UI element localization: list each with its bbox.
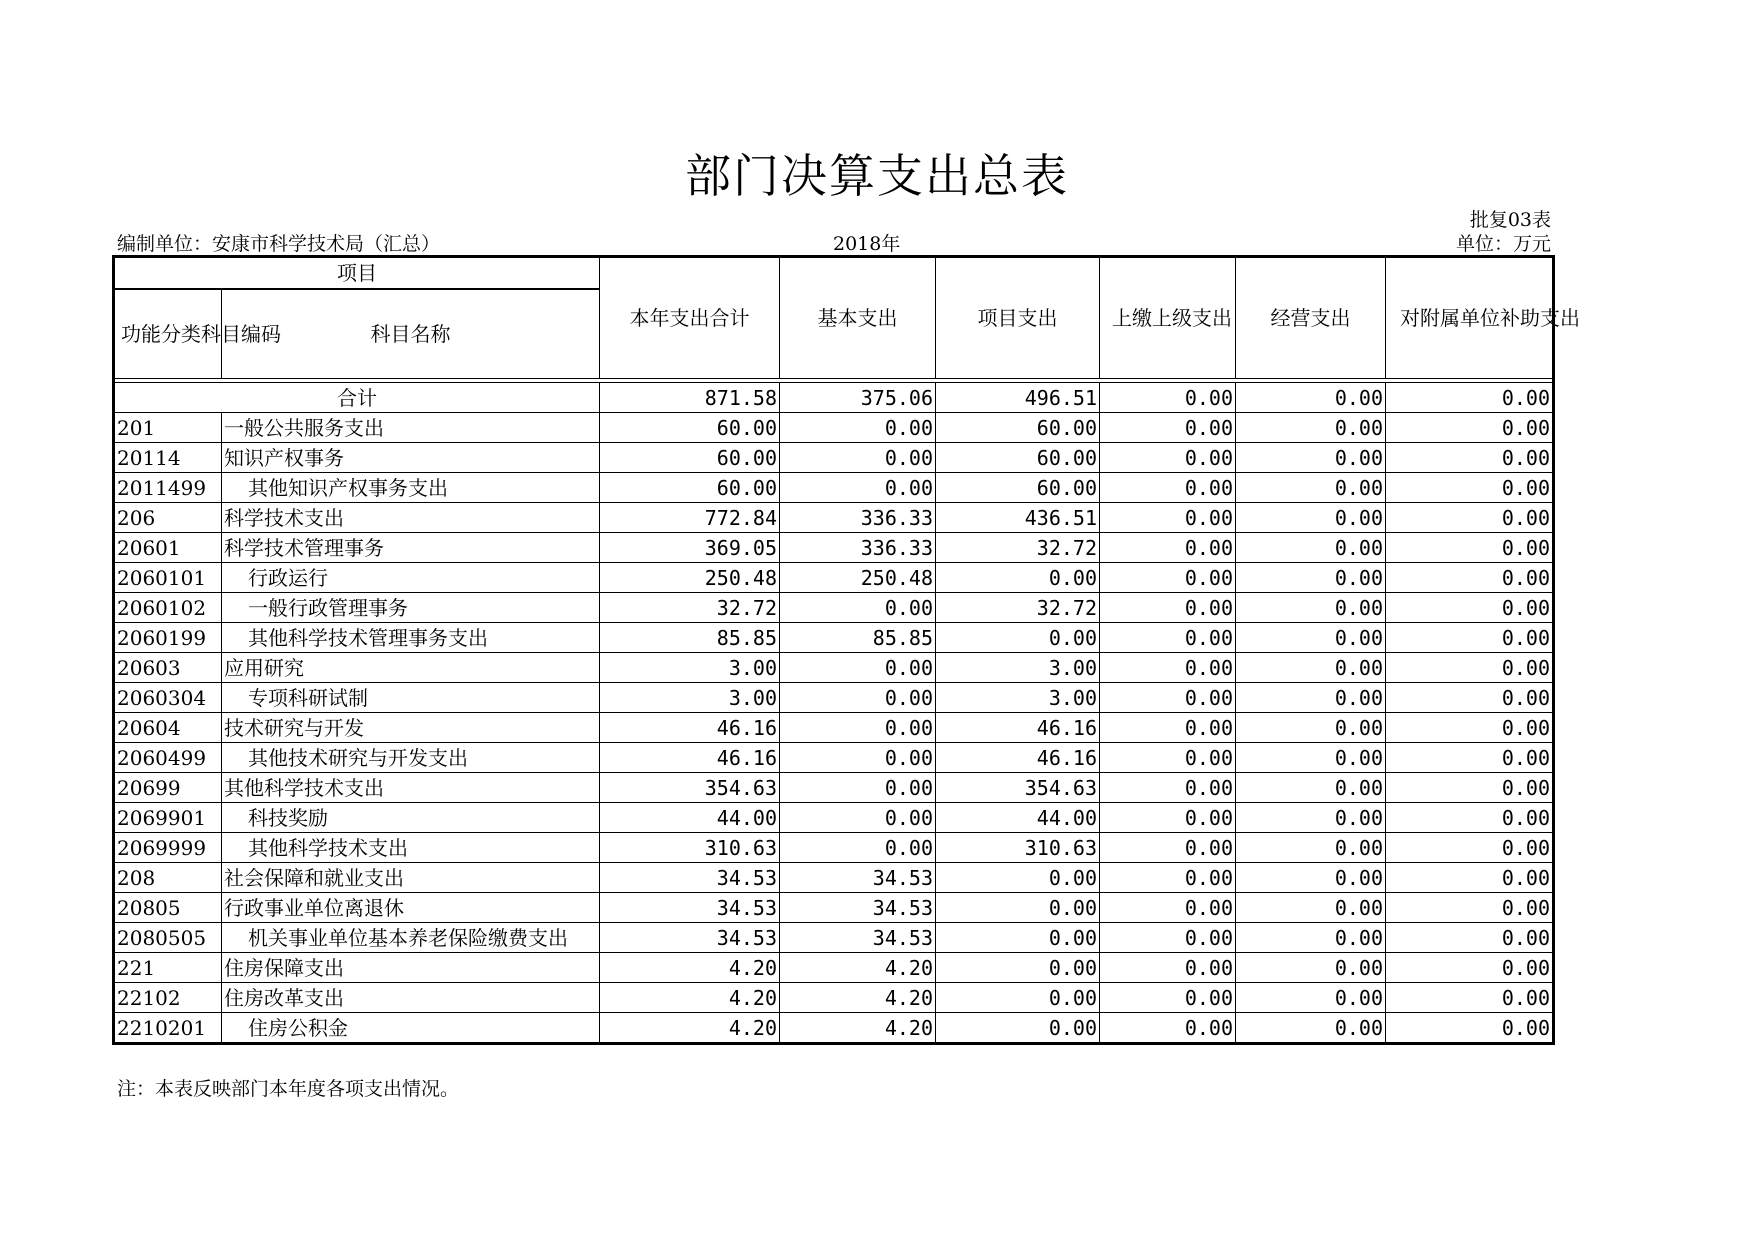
row-subsidy: 0.00 xyxy=(1386,893,1554,923)
form-number: 批复03表 xyxy=(1469,209,1551,231)
row-subsidy: 0.00 xyxy=(1386,803,1554,833)
table-row xyxy=(114,713,1554,743)
fiscal-year: 2018年 xyxy=(833,233,901,255)
row-business: 0.00 xyxy=(1236,863,1386,893)
row-business: 0.00 xyxy=(1236,503,1386,533)
row-basic: 4.20 xyxy=(780,983,936,1013)
row-subsidy: 0.00 xyxy=(1386,863,1554,893)
row-name: 科学技术管理事务 xyxy=(222,533,600,563)
row-subsidy: 0.00 xyxy=(1386,683,1554,713)
row-basic: 34.53 xyxy=(780,893,936,923)
row-code: 2210201 xyxy=(114,1013,222,1044)
row-business: 0.00 xyxy=(1236,773,1386,803)
summary-project: 496.51 xyxy=(936,383,1100,413)
row-basic: 0.00 xyxy=(780,803,936,833)
row-upper: 0.00 xyxy=(1100,653,1236,683)
row-upper: 0.00 xyxy=(1100,443,1236,473)
row-project: 0.00 xyxy=(936,893,1100,923)
row-business: 0.00 xyxy=(1236,803,1386,833)
row-code: 20603 xyxy=(114,653,222,683)
row-total: 85.85 xyxy=(600,623,780,653)
row-project: 354.63 xyxy=(936,773,1100,803)
row-basic: 0.00 xyxy=(780,653,936,683)
row-name: 其他科学技术支出 xyxy=(222,773,600,803)
row-total: 3.00 xyxy=(600,653,780,683)
row-project: 0.00 xyxy=(936,623,1100,653)
summary-row xyxy=(114,383,1554,413)
row-project: 0.00 xyxy=(936,983,1100,1013)
row-total: 44.00 xyxy=(600,803,780,833)
row-name: 科学技术支出 xyxy=(222,503,600,533)
row-basic: 250.48 xyxy=(780,563,936,593)
row-upper: 0.00 xyxy=(1100,413,1236,443)
row-business: 0.00 xyxy=(1236,923,1386,953)
row-business: 0.00 xyxy=(1236,623,1386,653)
header-business: 经营支出 xyxy=(1236,257,1386,379)
header-total: 本年支出合计 xyxy=(600,257,780,379)
row-total: 32.72 xyxy=(600,593,780,623)
row-subsidy: 0.00 xyxy=(1386,653,1554,683)
row-code: 208 xyxy=(114,863,222,893)
row-code: 206 xyxy=(114,503,222,533)
row-code: 20601 xyxy=(114,533,222,563)
row-business: 0.00 xyxy=(1236,473,1386,503)
row-code: 2011499 xyxy=(114,473,222,503)
row-project: 46.16 xyxy=(936,713,1100,743)
row-subsidy: 0.00 xyxy=(1386,743,1554,773)
row-subsidy: 0.00 xyxy=(1386,923,1554,953)
row-total: 60.00 xyxy=(600,473,780,503)
row-upper: 0.00 xyxy=(1100,683,1236,713)
row-subsidy: 0.00 xyxy=(1386,983,1554,1013)
row-basic: 34.53 xyxy=(780,863,936,893)
row-name: 机关事业单位基本养老保险缴费支出 xyxy=(222,923,600,953)
row-code: 2069999 xyxy=(114,833,222,863)
row-project: 0.00 xyxy=(936,1013,1100,1044)
row-business: 0.00 xyxy=(1236,563,1386,593)
table-row xyxy=(114,893,1554,923)
row-code: 221 xyxy=(114,953,222,983)
row-code: 20604 xyxy=(114,713,222,743)
header-code: 功能分类科目编码 xyxy=(114,289,222,379)
row-code: 201 xyxy=(114,413,222,443)
row-subsidy: 0.00 xyxy=(1386,623,1554,653)
row-upper: 0.00 xyxy=(1100,923,1236,953)
row-code: 2060101 xyxy=(114,563,222,593)
table-row xyxy=(114,1013,1554,1044)
row-code: 2060199 xyxy=(114,623,222,653)
table-row xyxy=(114,503,1554,533)
row-basic: 0.00 xyxy=(780,443,936,473)
row-name: 住房改革支出 xyxy=(222,983,600,1013)
row-code: 2060304 xyxy=(114,683,222,713)
row-subsidy: 0.00 xyxy=(1386,1013,1554,1044)
row-upper: 0.00 xyxy=(1100,953,1236,983)
row-business: 0.00 xyxy=(1236,683,1386,713)
row-total: 34.53 xyxy=(600,863,780,893)
table-row xyxy=(114,563,1554,593)
row-upper: 0.00 xyxy=(1100,623,1236,653)
row-subsidy: 0.00 xyxy=(1386,773,1554,803)
row-basic: 34.53 xyxy=(780,923,936,953)
row-basic: 4.20 xyxy=(780,1013,936,1044)
table-row xyxy=(114,983,1554,1013)
row-basic: 0.00 xyxy=(780,773,936,803)
row-name: 住房公积金 xyxy=(222,1013,600,1044)
row-code: 20114 xyxy=(114,443,222,473)
row-project: 0.00 xyxy=(936,953,1100,983)
row-name: 其他科学技术支出 xyxy=(222,833,600,863)
row-subsidy: 0.00 xyxy=(1386,443,1554,473)
row-code: 2060499 xyxy=(114,743,222,773)
row-total: 34.53 xyxy=(600,893,780,923)
summary-business: 0.00 xyxy=(1236,383,1386,413)
row-subsidy: 0.00 xyxy=(1386,473,1554,503)
row-business: 0.00 xyxy=(1236,413,1386,443)
row-business: 0.00 xyxy=(1236,593,1386,623)
table-row xyxy=(114,683,1554,713)
table-row xyxy=(114,863,1554,893)
row-basic: 0.00 xyxy=(780,473,936,503)
row-upper: 0.00 xyxy=(1100,863,1236,893)
row-total: 60.00 xyxy=(600,443,780,473)
row-name: 其他知识产权事务支出 xyxy=(222,473,600,503)
table-row xyxy=(114,443,1554,473)
row-total: 369.05 xyxy=(600,533,780,563)
row-business: 0.00 xyxy=(1236,953,1386,983)
row-total: 310.63 xyxy=(600,833,780,863)
row-upper: 0.00 xyxy=(1100,893,1236,923)
row-subsidy: 0.00 xyxy=(1386,593,1554,623)
table-row xyxy=(114,533,1554,563)
table-row xyxy=(114,653,1554,683)
row-project: 44.00 xyxy=(936,803,1100,833)
row-project: 60.00 xyxy=(936,443,1100,473)
row-total: 772.84 xyxy=(600,503,780,533)
row-business: 0.00 xyxy=(1236,743,1386,773)
summary-subsidy: 0.00 xyxy=(1386,383,1554,413)
row-name: 技术研究与开发 xyxy=(222,713,600,743)
row-total: 4.20 xyxy=(600,1013,780,1044)
row-name: 行政事业单位离退休 xyxy=(222,893,600,923)
header-upper: 上缴上级支出 xyxy=(1100,257,1236,379)
header-row-1 xyxy=(114,257,1554,290)
row-name: 一般公共服务支出 xyxy=(222,413,600,443)
row-upper: 0.00 xyxy=(1100,593,1236,623)
table-row xyxy=(114,773,1554,803)
row-business: 0.00 xyxy=(1236,833,1386,863)
row-business: 0.00 xyxy=(1236,653,1386,683)
row-basic: 0.00 xyxy=(780,833,936,863)
row-upper: 0.00 xyxy=(1100,473,1236,503)
table-row xyxy=(114,743,1554,773)
row-project: 60.00 xyxy=(936,473,1100,503)
header-subsidy: 对附属单位补助支出 xyxy=(1386,257,1554,379)
row-code: 2080505 xyxy=(114,923,222,953)
row-total: 46.16 xyxy=(600,743,780,773)
compiling-unit: 编制单位：安康市科学技术局（汇总） xyxy=(117,233,441,255)
row-business: 0.00 xyxy=(1236,893,1386,923)
row-upper: 0.00 xyxy=(1100,1013,1236,1044)
table-row xyxy=(114,593,1554,623)
row-basic: 4.20 xyxy=(780,953,936,983)
row-total: 60.00 xyxy=(600,413,780,443)
row-name: 行政运行 xyxy=(222,563,600,593)
row-total: 34.53 xyxy=(600,923,780,953)
row-subsidy: 0.00 xyxy=(1386,503,1554,533)
row-basic: 0.00 xyxy=(780,413,936,443)
row-project: 32.72 xyxy=(936,533,1100,563)
row-upper: 0.00 xyxy=(1100,533,1236,563)
row-upper: 0.00 xyxy=(1100,833,1236,863)
row-total: 250.48 xyxy=(600,563,780,593)
row-code: 20805 xyxy=(114,893,222,923)
row-business: 0.00 xyxy=(1236,713,1386,743)
expenditure-table xyxy=(112,255,1580,1045)
row-project: 0.00 xyxy=(936,923,1100,953)
row-project: 436.51 xyxy=(936,503,1100,533)
table-row xyxy=(114,953,1554,983)
row-upper: 0.00 xyxy=(1100,563,1236,593)
row-basic: 336.33 xyxy=(780,533,936,563)
row-basic: 0.00 xyxy=(780,713,936,743)
table-row xyxy=(114,473,1554,503)
row-name: 专项科研试制 xyxy=(222,683,600,713)
row-project: 3.00 xyxy=(936,683,1100,713)
footnote: 注：本表反映部门本年度各项支出情况。 xyxy=(117,1078,460,1100)
row-business: 0.00 xyxy=(1236,983,1386,1013)
page-title: 部门决算支出总表 xyxy=(685,149,1069,203)
money-unit: 单位：万元 xyxy=(1455,233,1551,255)
row-basic: 0.00 xyxy=(780,683,936,713)
header-item: 项目 xyxy=(114,257,600,290)
row-subsidy: 0.00 xyxy=(1386,563,1554,593)
summary-basic: 375.06 xyxy=(780,383,936,413)
row-total: 46.16 xyxy=(600,713,780,743)
row-business: 0.00 xyxy=(1236,1013,1386,1044)
row-basic: 336.33 xyxy=(780,503,936,533)
row-project: 310.63 xyxy=(936,833,1100,863)
row-name: 住房保障支出 xyxy=(222,953,600,983)
row-upper: 0.00 xyxy=(1100,713,1236,743)
row-code: 2069901 xyxy=(114,803,222,833)
row-total: 3.00 xyxy=(600,683,780,713)
table-row xyxy=(114,803,1554,833)
row-subsidy: 0.00 xyxy=(1386,953,1554,983)
header-name: 科目名称 xyxy=(222,289,600,379)
row-project: 0.00 xyxy=(936,563,1100,593)
row-upper: 0.00 xyxy=(1100,503,1236,533)
row-total: 4.20 xyxy=(600,953,780,983)
row-upper: 0.00 xyxy=(1100,773,1236,803)
summary-label: 合计 xyxy=(114,383,600,413)
row-name: 知识产权事务 xyxy=(222,443,600,473)
row-project: 0.00 xyxy=(936,863,1100,893)
row-name: 应用研究 xyxy=(222,653,600,683)
row-code: 22102 xyxy=(114,983,222,1013)
row-name: 其他科学技术管理事务支出 xyxy=(222,623,600,653)
row-project: 46.16 xyxy=(936,743,1100,773)
row-upper: 0.00 xyxy=(1100,803,1236,833)
row-subsidy: 0.00 xyxy=(1386,413,1554,443)
row-business: 0.00 xyxy=(1236,533,1386,563)
row-name: 科技奖励 xyxy=(222,803,600,833)
table-row xyxy=(114,833,1554,863)
row-subsidy: 0.00 xyxy=(1386,533,1554,563)
summary-total: 871.58 xyxy=(600,383,780,413)
table-row xyxy=(114,413,1554,443)
table-row xyxy=(114,923,1554,953)
row-total: 354.63 xyxy=(600,773,780,803)
row-upper: 0.00 xyxy=(1100,983,1236,1013)
row-name: 一般行政管理事务 xyxy=(222,593,600,623)
table-body xyxy=(114,257,1580,1044)
row-subsidy: 0.00 xyxy=(1386,713,1554,743)
row-project: 3.00 xyxy=(936,653,1100,683)
header-basic: 基本支出 xyxy=(780,257,936,379)
header-project: 项目支出 xyxy=(936,257,1100,379)
table-row xyxy=(114,623,1554,653)
row-name: 社会保障和就业支出 xyxy=(222,863,600,893)
row-project: 60.00 xyxy=(936,413,1100,443)
row-code: 2060102 xyxy=(114,593,222,623)
row-upper: 0.00 xyxy=(1100,743,1236,773)
row-subsidy: 0.00 xyxy=(1386,833,1554,863)
row-business: 0.00 xyxy=(1236,443,1386,473)
row-total: 4.20 xyxy=(600,983,780,1013)
row-basic: 85.85 xyxy=(780,623,936,653)
row-basic: 0.00 xyxy=(780,743,936,773)
row-project: 32.72 xyxy=(936,593,1100,623)
summary-upper: 0.00 xyxy=(1100,383,1236,413)
row-code: 20699 xyxy=(114,773,222,803)
row-basic: 0.00 xyxy=(780,593,936,623)
row-name: 其他技术研究与开发支出 xyxy=(222,743,600,773)
